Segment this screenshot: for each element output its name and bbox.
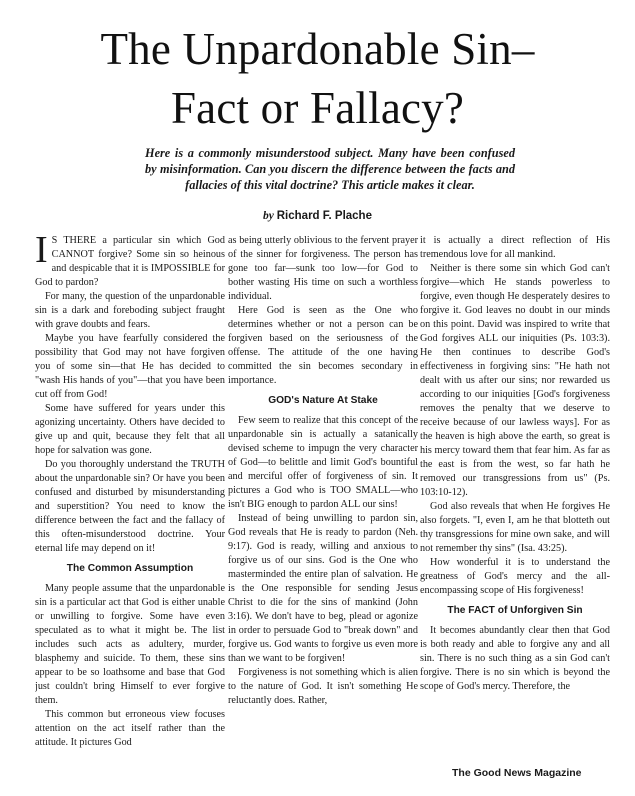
subheading-gods-nature: GOD's Nature At Stake bbox=[268, 395, 378, 406]
paragraph: God also reveals that when He forgives He also forgets. "I, even I, am he that blotteth out thy transgressions for mine own sake, and will not remember thy sins" (Isa. 43:25). bbox=[420, 501, 610, 554]
opening-text: S THERE a particular sin which God CANNOT forgive? Some sin so heinous and despicable that it is IMPOSSIBLE for God to pardon? bbox=[35, 235, 225, 288]
column-2 bbox=[228, 234, 418, 764]
magazine-footer: The Good News Magazine bbox=[452, 767, 582, 779]
article-title-line-1: The Unpardonable Sin– bbox=[100, 24, 535, 74]
byline-by: by bbox=[263, 210, 274, 222]
paragraph: Do you thoroughly understand the TRUTH about the unpardonable sin? Or have you been confused and disturbed by misunderstanding and superstition? You need to know the difference between the fact and the fallacy of this often-misunderstood doctrine. Your eternal life may depend on it! bbox=[35, 459, 225, 554]
paragraph: Maybe you have fearfully considered the possibility that God may not have forgiven you of some sin—that He has decided to "wash His hands of you"—that you have been cut off from God! bbox=[35, 333, 225, 400]
paragraph: Forgiveness is not something which is alien to the nature of God. It isn't something He reluctantly does. Rather, bbox=[228, 667, 418, 706]
column-1 bbox=[35, 234, 225, 764]
byline bbox=[0, 210, 635, 222]
article-title-line-2: Fact or Fallacy? bbox=[170, 83, 465, 133]
paragraph: Neither is there some sin which God can't forgive—which He stands powerless to forgive, even though He desperately desires to forgive it. God leaves no doubt in our minds on this point. David was inspired to write that God forgives ALL our iniquities (Ps. 103:3). He then continues to describe God's effectiveness in forgiving sins: "He hath not dealt with us after our sins; nor rewarded us according to our iniquities [God's forgiveness removes the penalty that we deserve to receive because of our lawless ways]. For as the heaven is high above the earth, so great is his mercy toward them that fear him. As far as the east is from the west, so far hath he removed our transgressions from us" (Ps. 103:10-12). bbox=[420, 263, 610, 498]
column-3 bbox=[420, 234, 610, 764]
paragraph: as being utterly oblivious to the fervent prayer of the sinner for forgiveness. The person has gone too far—sunk too low—for God to bother wasting His time on such a worthless individual. bbox=[228, 235, 418, 302]
drop-cap: I bbox=[35, 234, 48, 271]
paragraph: Some have suffered for years under this agonizing uncertainty. Others have decided to give up and quit, because they felt that all hope for salvation was gone. bbox=[35, 403, 225, 456]
subheading-common-assumption: The Common Assumption bbox=[66, 563, 194, 574]
paragraph: Instead of being unwilling to pardon sin, God reveals that He is ready to pardon (Neh. 9:17). God is ready, willing and anxious to forgive us of our sins. God is the One who masterminded the entire plan of salvation. He is the One responsible for sending Jesus Christ to die for the sins of mankind (John 3:16). We don't have to beg, plead or agonize in order to persuade God to "break down" and forgive us. God wants to forgive us even more than we want to be forgiven! bbox=[228, 513, 418, 664]
opening-paragraph bbox=[35, 234, 225, 290]
paragraph: It becomes abundantly clear then that God is both ready and able to forgive any and all sin. There is no such thing as a sin God can't forgive. There is no sin which is beyond the scope of God's mercy. Therefore, the bbox=[420, 625, 610, 692]
paragraph: Many people assume that the unpardonable sin is a particular act that God is either unable or unwilling to forgive. Some have even speculated as to what it might be. The list includes such acts as adultery, murder, blasphemy and suicide. To them, these sins appear to be so loathsome and base that God just couldn't bring Himself to ever forgive them. bbox=[35, 583, 225, 706]
subheading-fact-unforgiven: The FACT of Unforgiven Sin bbox=[447, 605, 583, 616]
paragraph: Here God is seen as the One who determines whether or not a person can be forgiven based on the seriousness of the offense. The attitude of the one having committed the sin becomes secondary in importance. bbox=[228, 305, 418, 386]
paragraph: it is actually a direct reflection of His tremendous love for all mankind. bbox=[420, 235, 610, 260]
paragraph: Few seem to realize that this concept of the unpardonable sin is actually a satanically devised scheme to impugn the very character of God—to belittle and limit God's bountiful and merciful offer of forgiveness of sin. It pictures a God who is TOO SMALL—who isn't BIG enough to pardon ALL our sins! bbox=[228, 415, 418, 510]
paragraph: This common but erroneous view focuses attention on the act itself rather than the attitude. It pictures God bbox=[35, 709, 225, 748]
author-name: Richard F. Plache bbox=[276, 210, 372, 222]
paragraph: For many, the question of the unpardonable sin is a dark and foreboding subject fraught with grave doubts and fears. bbox=[35, 291, 225, 330]
article-intro: Here is a commonly misunderstood subject. Many have been confused by misinformation. Can you discern the difference between the facts and fallacies of this vital doctrine? This article makes it clear. bbox=[145, 146, 515, 193]
paragraph: How wonderful it is to understand the greatness of God's mercy and the all-encompassing scope of His forgiveness! bbox=[420, 557, 610, 596]
